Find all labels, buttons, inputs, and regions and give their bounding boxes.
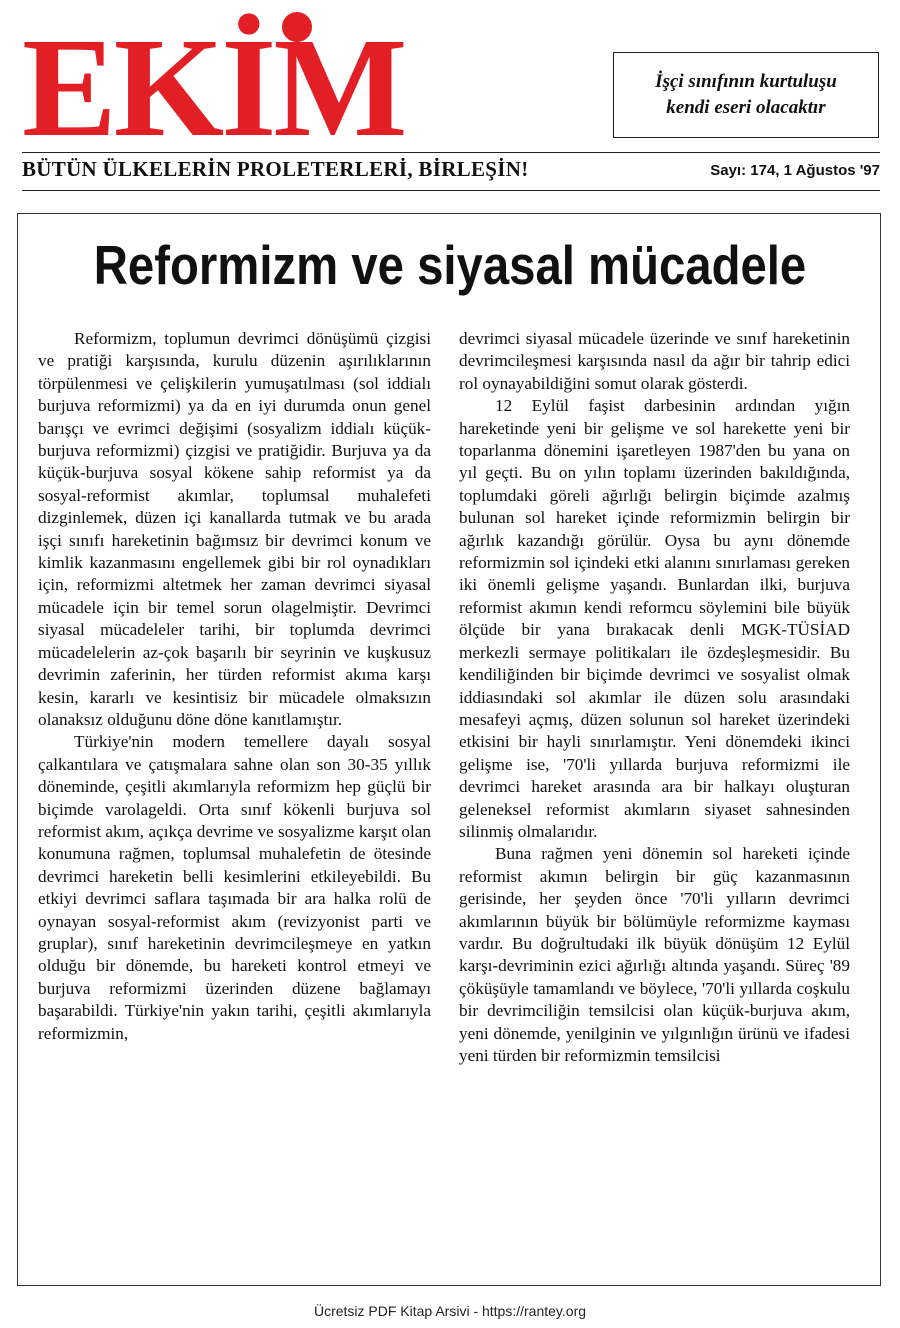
issue-info: Sayı: 174, 1 Ağustos '97	[710, 162, 880, 179]
right-column	[459, 328, 850, 1067]
masthead-rule-top	[22, 152, 880, 153]
paragraph: Türkiye'nin modern temellere dayalı sosyal çalkantılara ve çatışmalara sahne olan son 30-35 yıllık döneminde, çeşitli akımlarıyla reformizm hep güçlü bir biçimde varolageldi. Orta sınıf kökenli burjuva sol reformist akım, açıkça devrime ve sosyalizme karşıt olan konumuna rağmen, toplumsal muhalefetin de ötesinde devrimci hareketin belli kesimlerini etkileyebildi. Bu etkiyi devrimci saflara taşımada bir ara halka rolü de oynayan sosyal-reformist akım (revizyonist parti ve gruplar), sınıf hareketinin devrimcileşmeye en yatkın olduğu bir dönemde, bu hareketi kontrol etmeyi ve burjuva reformizmi üzerinden düzene bağlamayı başarabildi. Türkiye'nin yakın tarihi, çeşitli akımlarıyla reformizmin,	[38, 732, 431, 1043]
footer-watermark: Ücretsiz PDF Kitap Arsivi - https://rantey.org	[313, 1303, 587, 1319]
masthead-rule-bottom	[22, 190, 880, 191]
paragraph: Reformizm, toplumun devrimci dönüşümü çizgisi ve pratiği karşısında, kurulu düzenin aşırılıklarının törpülenmesi ve çelişkilerin yumuşatılması (sol iddialı burjuva reformizmi) ya da en iyi durumda onun genel barışçı ve evrimci değişimi (sosyalizm iddialı küçük-burjuva reformizmi) çizgisi ve pratiğidir. Burjuva ya da küçük-burjuva sosyal kökene sahip reformist ya da sosyal-reformist akımlar, toplumsal muhalefeti dizginlemek, düzen içi kanallarda tutmak ve bu arada işçi sınıfı hareketinin bağımsız bir devrimci konum ve kimlik kazanmasını engellemek gibi bir rol oynadıkları için, reformizmi altetmek her zaman devrimci siyasal mücadele için bir temel sorun olagelmiştir. Devrimci siyasal mücadeleler tarihi, bir toplumda devrimci mücadelelerin az-çok başarılı bir seyrinin ve kuşkusuz devrimin zaferinin, her türden reformist akıma karşı kesin, kararlı ve kesintisiz bir mücadele olmaksızın olanaksız olduğunu döne döne kanıtlamıştır.	[38, 329, 431, 729]
paragraph: 12 Eylül faşist darbesinin ardından yığın hareketinde yeni bir gelişme ve sol harekette yeni bir toparlanma dönemini işaretleyen 1987'den bu yana on yıl geçti. Bu on yılın toplamı üzerinden bakıldığında, toplumdaki göreli ağırlığı belirgin biçimde azalmış bulunan sol hareket içinde reformizmin belirgin bir ağırlık kazandığı görülür. Oysa bu aynı dönemde reformizmin sol içindeki etki alanını sınırlaması gereken iki önemli gelişme yaşandı. Bunlardan ilki, burjuva reformist akımın kendi reformcu söylemini bile büyük ölçüde bir yana bırakacak denli MGK-TÜSİAD merkezli sermaye politikaları ile özdeşleşmesidir. Bu kendiliğinden bir biçimde devrimci ve sosyalist olmak iddiasındaki sol akımlar ile düzen solu arasındaki mesafeyi açmış, düzen solunun sol hareket üzerindeki etkisini bir hayli sınırlamıştır. Yeni dönemdeki ikinci gelişme ise, '70'li yıllarda burjuva reformizmi ile devrimci hareket arasında ara bir halkayı oluşturan geleneksel reformist akımların siyaset sahnesinden silinmiş olmalarıdır.	[459, 396, 850, 841]
paragraph: Buna rağmen yeni dönemin sol hareketi içinde reformist akımın belirgin bir güç kazanmasının gerisinde, her şeyden önce '70'li yılların devrimci akımlarının büyük bir bölümüyle reformizme kayması vardır. Bu doğrultudaki ilk büyük dönüşüm 12 Eylül karşı-devriminin ezici ağırlığı altında yaşandı. Süreç '89 çöküşüyle tamamlandı ve böylece, '70'li yıllarda coşkulu bir devrimciliğin temsilcisi olan küçük-burjuva akım, yeni dönemde, yenilginin ve yılgınlığın ürünü ve ifadesi yeni türden bir reformizmin temsilcisi	[459, 844, 850, 1065]
left-column	[38, 328, 431, 1045]
logo-text: EKİM	[22, 8, 405, 166]
motto-box	[613, 52, 879, 138]
ekim-logo	[22, 8, 434, 166]
motto-line-1: İşçi sınıfının kurtuluşu	[655, 71, 837, 92]
motto-line-2: kendi eseri olacaktır	[666, 97, 826, 118]
paragraph: devrimci siyasal mücadele üzerinde ve sınıf hareketinin devrimcileşmesi karşısında nasıl da ağır bir tahrip edici rol oynayabildiğini somut olarak gösterdi.	[459, 329, 850, 393]
slogan: BÜTÜN ÜLKELERİN PROLETERLERİ, BİRLEŞİN!	[22, 157, 529, 181]
article-title: Reformizm ve siyasal mücadele	[93, 234, 807, 296]
